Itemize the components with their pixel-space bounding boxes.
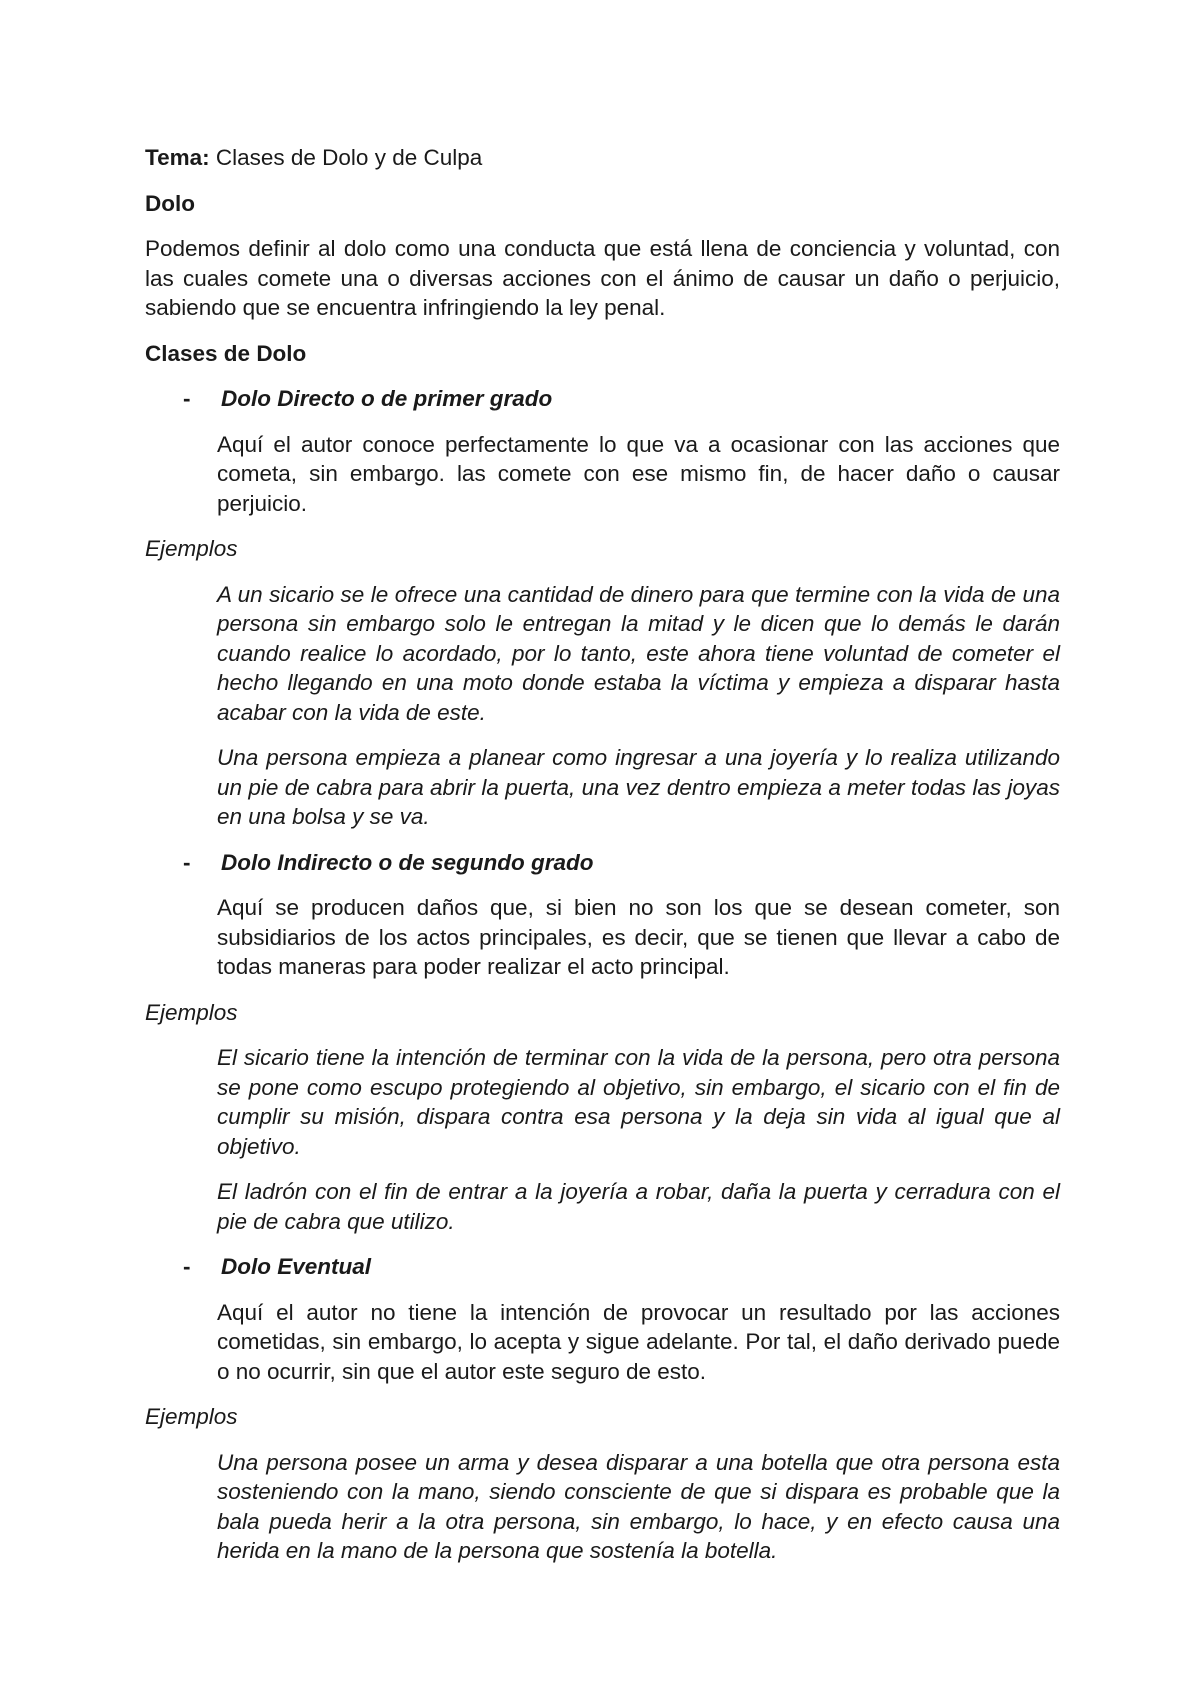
dolo-heading: Dolo — [145, 190, 195, 216]
list-dash: - — [183, 1254, 191, 1279]
examples-label: Ejemplos — [145, 536, 238, 561]
class-title: Dolo Directo o de primer grado — [221, 386, 553, 411]
topic-label: Tema: — [145, 145, 210, 170]
class-item-indirecto — [145, 848, 1060, 878]
list-dash: - — [183, 849, 191, 875]
class-title: Dolo Eventual — [221, 1254, 372, 1279]
document-page — [145, 143, 1060, 1582]
dolo-definition: Podemos definir al dolo como una conducta que está llena de conciencia y voluntad, con las cuales comete una o diversas acciones con el ánimo de causar un daño o perjuicio, sabiendo que se encuentra infringiendo la ley penal. — [145, 236, 1060, 320]
example-text: A un sicario se le ofrece una cantidad de dinero para que termine con la vida de una persona sin embargo solo le entregan la mitad y le dicen que lo demás le darán cuando realice lo acordado, por lo tanto, este ahora tiene voluntad de cometer el hecho llegando en una moto donde estaba la víctima y empieza a disparar hasta acabar con la vida de este. — [217, 581, 1060, 725]
list-dash: - — [183, 386, 191, 411]
examples-label: Ejemplos — [145, 999, 238, 1025]
class-item-directo — [145, 384, 1060, 414]
example-text: El ladrón con el fin de entrar a la joyería a robar, daña la puerta y cerradura con el pie de cabra que utilizo. — [217, 1179, 1060, 1234]
example-text: Una persona posee un arma y desea disparar a una botella que otra persona esta sosteniendo con la mano, siendo consciente de que si dispara es probable que la bala pueda herir a la otra persona, sin embargo, lo hace, y en efecto causa una herida en la mano de la persona que sostenía la botella. — [217, 1449, 1060, 1563]
topic-value: Clases de Dolo y de Culpa — [209, 145, 483, 170]
topic-line — [145, 143, 1060, 173]
example-text: Una persona empieza a planear como ingresar a una joyería y lo realiza utilizando un pie de cabra para abrir la puerta, una vez dentro empieza a meter todas las joyas en una bolsa y se va. — [217, 745, 1060, 829]
class-title: Dolo Indirecto o de segundo grado — [221, 849, 594, 875]
class-description: Aquí el autor conoce perfectamente lo que va a ocasionar con las acciones que cometa, sin embargo. las comete con ese mismo fin, de hacer daño o causar perjuicio. — [217, 431, 1060, 516]
clases-heading: Clases de Dolo — [145, 340, 307, 366]
examples-label: Ejemplos — [145, 1404, 238, 1429]
class-description: Aquí se producen daños que, si bien no son los que se desean cometer, son subsidiarios de los actos principales, es decir, que se tienen que llevar a cabo de todas maneras para poder realizar el acto principal. — [217, 895, 1060, 979]
example-text: El sicario tiene la intención de terminar con la vida de la persona, pero otra persona se pone como escupo protegiendo al objetivo, sin embargo, el sicario con el fin de cumplir su misión, dispara contra esa persona y la deja sin vida al igual que al objetivo. — [217, 1045, 1060, 1159]
class-description: Aquí el autor no tiene la intención de provocar un resultado por las acciones cometidas, sin embargo, lo acepta y sigue adelante. Por tal, el daño derivado puede o no ocurrir, sin que el autor este seguro de esto. — [217, 1299, 1060, 1384]
class-item-eventual — [145, 1252, 1060, 1282]
